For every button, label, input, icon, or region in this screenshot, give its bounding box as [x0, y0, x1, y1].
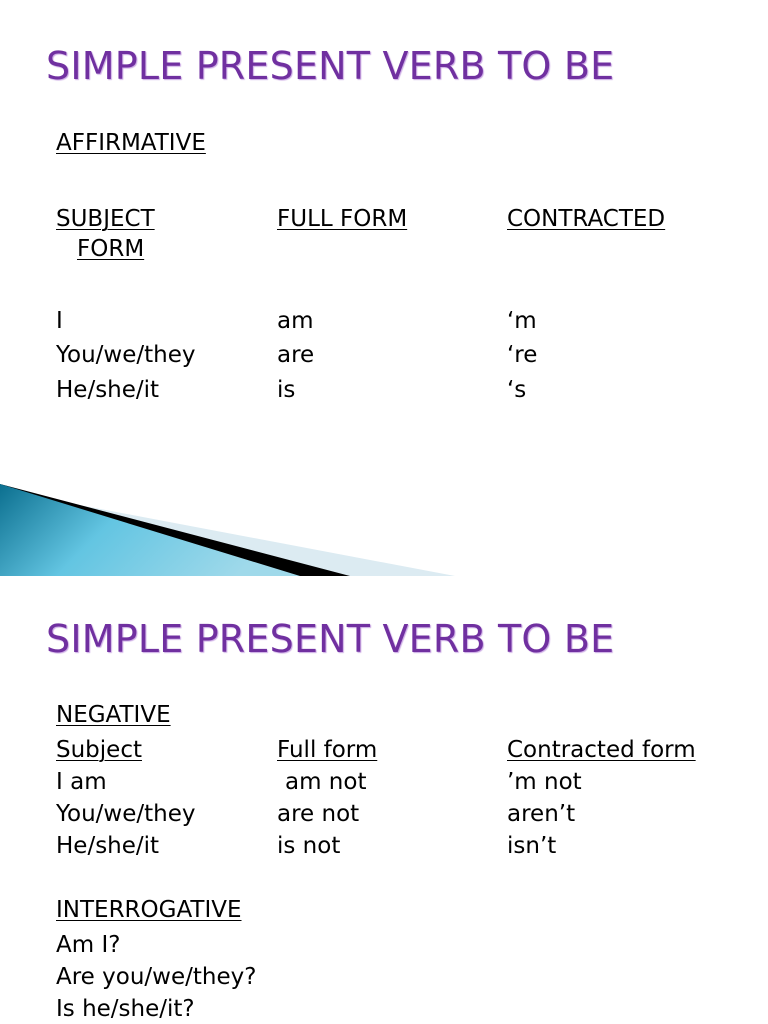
- row-contracted: isn’t: [507, 833, 557, 859]
- column-header-full-form: Full form: [277, 737, 378, 763]
- row-full-form: is not: [277, 833, 341, 859]
- row-contracted: ‘s: [507, 377, 527, 403]
- row-full-form: am: [277, 308, 314, 334]
- row-subject: You/we/they: [56, 342, 196, 368]
- row-contracted: ‘re: [507, 342, 538, 368]
- row-subject: He/she/it: [56, 833, 160, 859]
- question-line: Am I?: [56, 932, 121, 958]
- question-line: Is he/she/it?: [56, 996, 195, 1022]
- slide-title: SIMPLE PRESENT VERB TO BE: [46, 617, 615, 661]
- row-full-form: are not: [277, 801, 360, 827]
- column-header-subject: Subject: [56, 737, 142, 763]
- row-subject: You/we/they: [56, 801, 196, 827]
- question-line: Are you/we/they?: [56, 964, 257, 990]
- section-heading-interrogative: INTERROGATIVE: [56, 897, 242, 923]
- row-subject: He/she/it: [56, 377, 160, 403]
- column-header-full-form: FULL FORM: [277, 206, 408, 232]
- row-contracted: aren’t: [507, 801, 576, 827]
- row-full-form: are: [277, 342, 315, 368]
- section-heading-affirmative: AFFIRMATIVE: [56, 130, 206, 156]
- column-header-subject-form: FORM: [77, 236, 145, 262]
- section-heading-negative: NEGATIVE: [56, 702, 171, 728]
- slide-title: SIMPLE PRESENT VERB TO BE: [46, 44, 615, 88]
- row-contracted: ’m not: [507, 769, 582, 795]
- slide-corner-decoration: [0, 470, 768, 576]
- column-header-contracted: CONTRACTED: [507, 206, 666, 232]
- row-full-form: is: [277, 377, 296, 403]
- row-subject: I am: [56, 769, 107, 795]
- slide-negative-interrogative: [0, 576, 768, 1024]
- row-full-form: am not: [285, 769, 367, 795]
- column-header-subject: SUBJECT: [56, 206, 155, 232]
- column-header-contracted-form: Contracted form: [507, 737, 696, 763]
- row-contracted: ‘m: [507, 308, 537, 334]
- row-subject: I: [56, 308, 63, 334]
